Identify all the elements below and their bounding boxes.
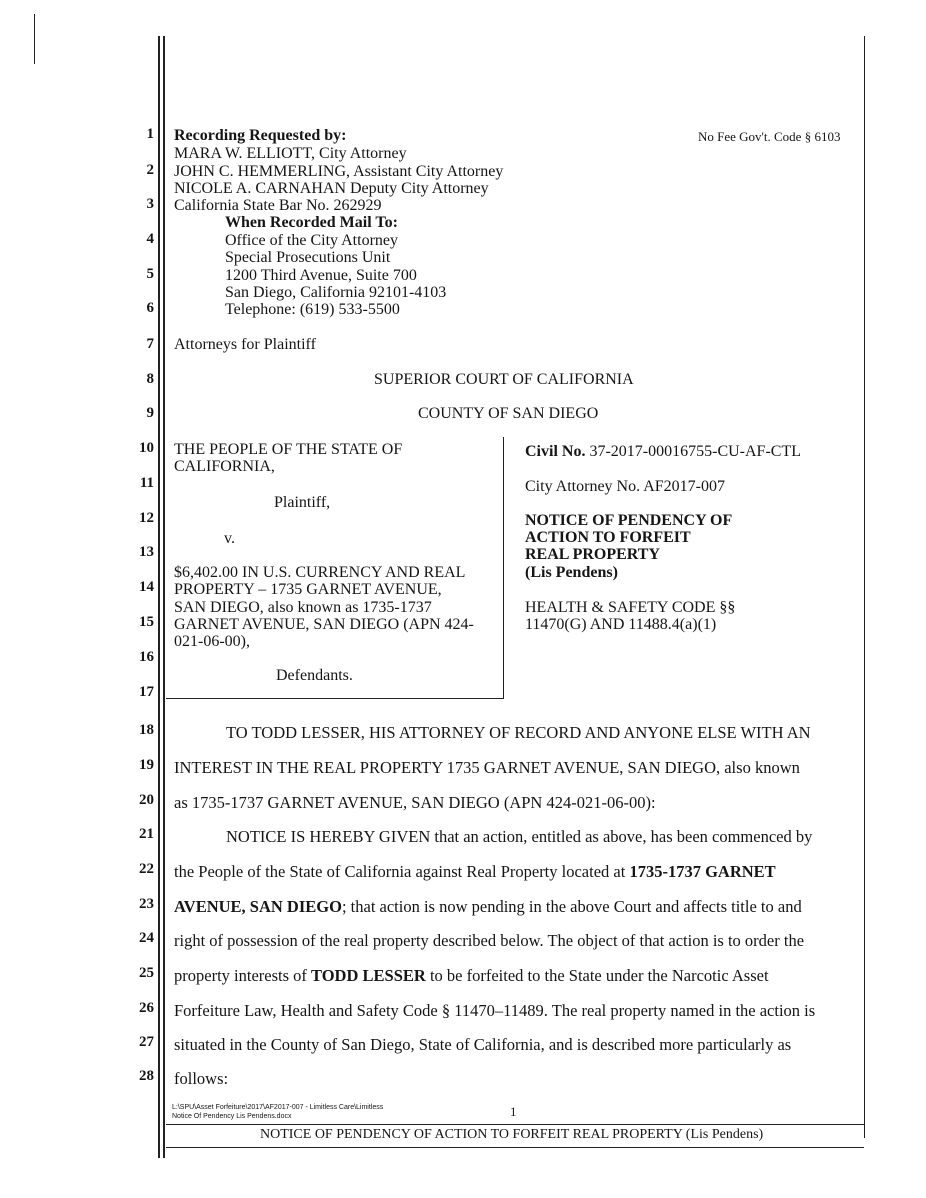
document-title: REAL PROPERTY [525,546,661,563]
when-recorded-label: When Recorded Mail To: [225,214,398,231]
attorney-line: MARA W. ELLIOTT, City Attorney [174,145,407,162]
line-number: 27 [139,1034,154,1050]
statute-code: HEALTH & SAFETY CODE §§ [525,599,736,616]
body-line: INTEREST IN THE REAL PROPERTY 1735 GARNET AVENUE, SAN DIEGO, also known [174,758,800,777]
document-title: NOTICE OF PENDENCY OF [525,512,733,529]
line-number: 8 [146,371,154,387]
line-number: 18 [139,722,154,738]
attorney-line: California State Bar No. 262929 [174,197,382,214]
line-number: 16 [139,649,154,665]
line-number: 10 [139,440,154,456]
mail-to-line: Office of the City Attorney [225,232,398,249]
line-number: 19 [139,757,154,773]
footer-rule-bottom [166,1147,864,1148]
defendant-name: GARNET AVENUE, SAN DIEGO (APN 424- [174,616,474,633]
court-county: COUNTY OF SAN DIEGO [418,405,599,422]
mail-to-line: Telephone: (619) 533-5500 [225,301,400,318]
line-number: 24 [139,930,154,946]
footer-title: NOTICE OF PENDENCY OF ACTION TO FORFEIT REAL PROPERTY (Lis Pendens) [260,1127,764,1142]
line-number: 26 [139,1000,154,1016]
line-number: 6 [146,300,154,316]
body-text: property interests of [174,966,312,985]
body-line [174,966,769,986]
defendant-name: $6,402.00 IN U.S. CURRENCY AND REAL [174,564,466,581]
body-text: to be forfeited to the State under the Narcotic Asset [425,966,769,985]
line-number: 25 [139,965,154,981]
plaintiff-name: CALIFORNIA, [174,458,275,475]
body-text-bold: TODD LESSER [311,966,426,985]
defendant-label: Defendants. [276,667,353,684]
line-number: 13 [139,544,154,560]
body-line [174,862,776,882]
body-line: NOTICE IS HEREBY GIVEN that an action, entitled as above, has been commenced by [226,827,813,846]
line-number: 22 [139,861,154,877]
line-number: 21 [139,826,154,842]
line-number: 9 [146,405,154,421]
line-number: 14 [139,579,154,595]
civil-number-label: Civil No. [525,443,586,460]
document-title: (Lis Pendens) [525,564,618,581]
right-margin-rule [864,36,865,1138]
line-number: 20 [139,792,154,808]
body-text-bold: AVENUE, SAN DIEGO [174,897,342,916]
court-name: SUPERIOR COURT OF CALIFORNIA [374,371,634,388]
statute-code: 11470(G) AND 11488.4(a)(1) [525,616,717,633]
body-line: TO TODD LESSER, HIS ATTORNEY OF RECORD AND ANYONE ELSE WITH AN [226,723,811,742]
attorney-line: JOHN C. HEMMERLING, Assistant City Attorney [174,163,504,180]
recording-requested-label: Recording Requested by: [174,127,347,144]
body-line [174,897,802,917]
line-number: 2 [146,162,154,178]
civil-number-value: 37-2017-00016755-CU-AF-CTL [589,443,801,460]
attorney-line: NICOLE A. CARNAHAN Deputy City Attorney [174,180,489,197]
no-fee-notice: No Fee Gov't. Code § 6103 [698,129,841,144]
line-number: 23 [139,896,154,912]
left-margin-rule-inner [163,36,165,1158]
line-number: 11 [139,475,154,491]
line-number: 7 [146,336,154,352]
defendant-name: PROPERTY – 1735 GARNET AVENUE, [174,581,442,598]
defendant-name: SAN DIEGO, also known as 1735-1737 [174,599,432,616]
line-number: 3 [146,196,154,212]
line-number: 5 [146,266,154,282]
left-margin-rule-outer [158,36,160,1158]
mail-to-line: San Diego, California 92101-4103 [225,284,447,301]
line-number: 28 [139,1068,154,1084]
caption-bottom-rule [166,698,504,699]
civil-number [525,443,801,460]
body-line: follows: [174,1069,229,1088]
body-line: right of possession of the real property described below. The object of that action is to order the [174,931,805,950]
caption-divider [503,437,504,699]
plaintiff-name: THE PEOPLE OF THE STATE OF [174,441,403,458]
body-line: situated in the County of San Diego, State of California, and is described more particularly as [174,1035,792,1054]
line-number: 12 [139,510,154,526]
body-line: as 1735-1737 GARNET AVENUE, SAN DIEGO (APN 424-021-06-00): [174,793,656,812]
body-text-bold: 1735-1737 GARNET [629,862,776,881]
page-number: 1 [510,1104,517,1119]
line-number: 17 [139,684,154,700]
file-path: Notice Of Pendency Lis Pendens.docx [172,1113,292,1120]
attorneys-for-plaintiff: Attorneys for Plaintiff [174,336,316,353]
left-edge-mark [34,14,35,64]
mail-to-line: Special Prosecutions Unit [225,249,391,266]
plaintiff-label: Plaintiff, [274,494,331,511]
body-text: ; that action is now pending in the above Court and affects title to and [341,897,802,916]
versus-label: v. [224,530,235,547]
body-text: the People of the State of California against Real Property located at [174,862,630,881]
body-line: Forfeiture Law, Health and Safety Code § 11470–11489. The real property named in the action is [174,1001,816,1020]
footer-rule [166,1124,864,1125]
document-title: ACTION TO FORFEIT [525,529,691,546]
line-number: 1 [146,126,154,142]
line-number: 15 [139,614,154,630]
defendant-name: 021-06-00), [174,633,250,650]
city-attorney-number: City Attorney No. AF2017-007 [525,478,726,495]
mail-to-line: 1200 Third Avenue, Suite 700 [225,267,417,284]
file-path: L:\SPU\Asset Forfeiture\2017\AF2017-007 - Limitless Care\Limitless [172,1104,384,1111]
line-number: 4 [146,231,154,247]
